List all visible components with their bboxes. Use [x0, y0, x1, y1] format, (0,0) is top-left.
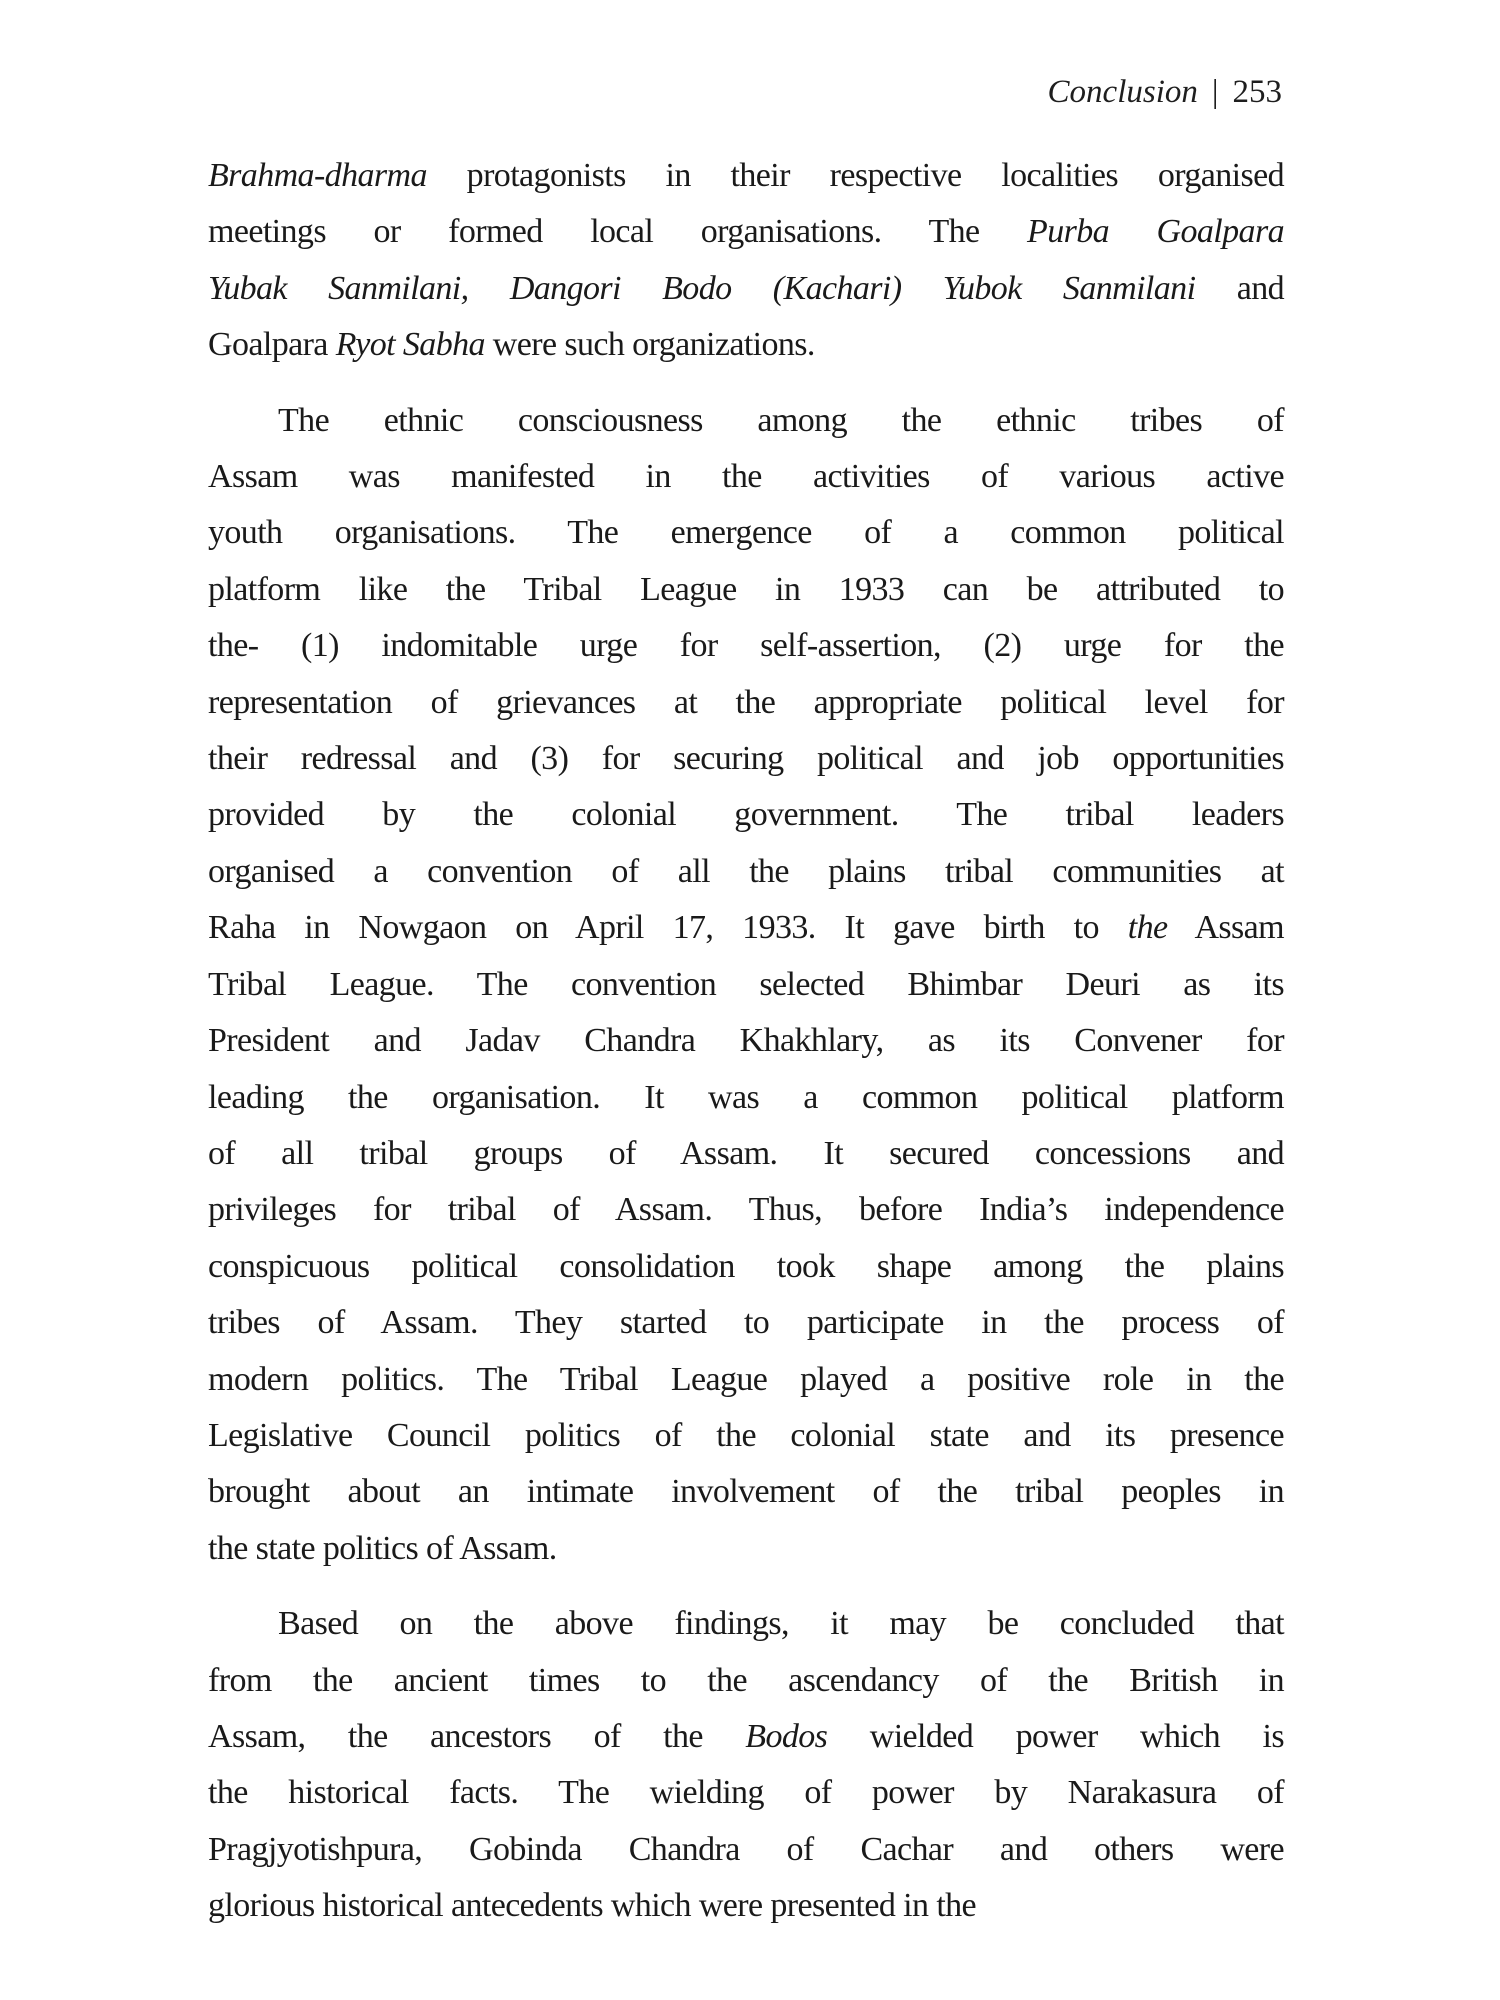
text-line: [208, 1765, 1284, 1821]
text-line: [208, 1295, 1284, 1351]
text-run: platform like the Tribal League in 1933 can be attributed to: [208, 570, 1284, 608]
italic-text: Yubak Sanmilani, Dangori Bodo (Kachari) Yubok Sanmilani: [208, 269, 1196, 307]
text-run: Tribal League. The convention selected Bhimbar Deuri as its: [208, 965, 1284, 1003]
text-run: Assam was manifested in the activities of various active: [208, 458, 1284, 496]
text-run: conspicuous political consolidation took shape among the plains: [208, 1247, 1284, 1285]
text-run: brought about an intimate involvement of the tribal peoples in: [208, 1473, 1284, 1511]
text-run: Assam: [1167, 909, 1285, 947]
text-run: of all tribal groups of Assam. It secured concessions and: [208, 1134, 1284, 1172]
text-line: [208, 1878, 1284, 1934]
text-run: youth organisations. The emergence of a common political: [208, 514, 1284, 552]
text-line: [208, 261, 1284, 317]
text-run: Goalpara: [208, 326, 336, 364]
page-number: 253: [1232, 74, 1282, 110]
text-line: [208, 957, 1284, 1013]
text-run: meetings or formed local organisations. The: [208, 213, 1028, 251]
text-run: glorious historical antecedents which were presented in the: [208, 1887, 977, 1925]
italic-text: Bodos: [745, 1717, 828, 1755]
text-line: [208, 1182, 1284, 1238]
text-run: The ethnic consciousness among the ethnic tribes of: [278, 401, 1284, 439]
text-line: [208, 844, 1284, 900]
text-line: [208, 393, 1284, 449]
paragraph-3: [208, 1596, 1284, 1934]
running-head: [1048, 72, 1282, 112]
italic-text: Ryot Sabha: [335, 326, 485, 364]
italic-text: Purba Goalpara: [1027, 213, 1284, 251]
text-line: [208, 1013, 1284, 1069]
text-run: provided by the colonial government. The tribal leaders: [208, 796, 1284, 834]
text-run: Assam, the ancestors of the: [208, 1717, 746, 1755]
text-run: their redressal and (3) for securing political and job opportunities: [208, 740, 1284, 778]
text-line: [208, 1408, 1284, 1464]
text-line: [208, 1596, 1284, 1652]
text-run: the state politics of Assam.: [208, 1529, 557, 1567]
text-line: [208, 1653, 1284, 1709]
text-run: were such organizations.: [484, 326, 815, 364]
text-line: [208, 1239, 1284, 1295]
text-run: from the ancient times to the ascendancy of the British in: [208, 1661, 1284, 1699]
text-run: the historical facts. The wielding of power by Narakasura of: [208, 1774, 1284, 1812]
text-run: privileges for tribal of Assam. Thus, before India’s independence: [208, 1191, 1284, 1229]
text-line: [208, 562, 1284, 618]
text-line: [208, 1352, 1284, 1408]
text-run: leading the organisation. It was a common political platform: [208, 1078, 1284, 1116]
text-line: [208, 1709, 1284, 1765]
text-line: [208, 1126, 1284, 1182]
text-line: [208, 505, 1284, 561]
text-line: [208, 148, 1284, 204]
text-line: [208, 1070, 1284, 1126]
text-line: [208, 731, 1284, 787]
text-line: [208, 1521, 1284, 1577]
text-run: and: [1195, 269, 1284, 307]
text-run: wielded power which is: [827, 1717, 1284, 1755]
text-run: modern politics. The Tribal League played a positive role in the: [208, 1360, 1284, 1398]
text-line: [208, 675, 1284, 731]
text-run: tribes of Assam. They started to participate in the process of: [208, 1304, 1284, 1342]
text-run: Pragjyotishpura, Gobinda Chandra of Cachar and others were: [208, 1830, 1284, 1868]
running-head-separator: |: [1211, 74, 1219, 110]
text-line: [208, 204, 1284, 260]
text-run: Based on the above findings, it may be concluded that: [278, 1605, 1284, 1643]
text-line: [208, 317, 1284, 373]
paragraph-1: [208, 148, 1284, 374]
text-line: [208, 900, 1284, 956]
text-line: [208, 618, 1284, 674]
text-run: organised a convention of all the plains tribal communities at: [208, 852, 1284, 890]
italic-text: the: [1127, 909, 1168, 947]
text-run: Legislative Council politics of the colonial state and its presence: [208, 1416, 1284, 1454]
paragraph-2: [208, 393, 1284, 1578]
body-text: [208, 148, 1284, 1935]
text-line: [208, 449, 1284, 505]
text-run: protagonists in their respective localities organised: [426, 157, 1284, 194]
text-run: President and Jadav Chandra Khakhlary, as its Convener for: [208, 1022, 1284, 1060]
running-head-section-title: Conclusion: [1047, 74, 1198, 110]
text-run: the- (1) indomitable urge for self-assertion, (2) urge for the: [208, 627, 1284, 665]
text-line: [208, 1822, 1284, 1878]
text-run: representation of grievances at the appropriate political level for: [208, 683, 1284, 721]
text-line: [208, 787, 1284, 843]
text-line: [208, 1464, 1284, 1520]
text-run: Raha in Nowgaon on April 17, 1933. It gave birth to: [208, 909, 1128, 947]
italic-text: Brahma-dharma: [208, 157, 427, 194]
